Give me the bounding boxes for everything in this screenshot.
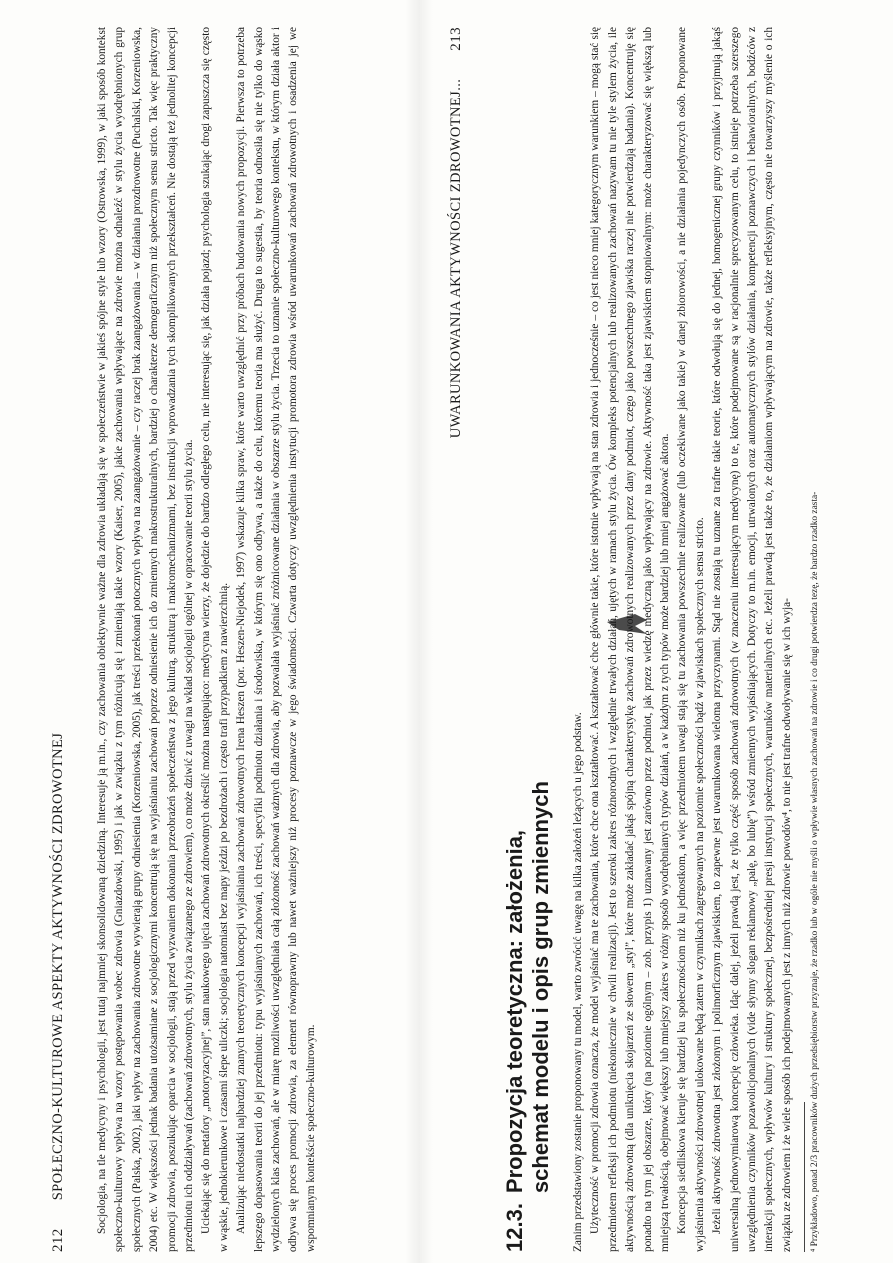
left-paragraph-1: Socjologia, na tle medycyny i psychologii, jest tutaj najmniej skonsolidowaną dziedziną. Interesuje ją m.in., czy zachowania obiektywnie ważne dla zdrowia układają się w społeczeństwie w jakieś spójne style lub wzory (Ostrowska, 1999), w jaki sposób kontekst społeczno-kulturowy wpływa na wzory postępowania wobec zdrowia (Gniazdowski, 1995) i jak w związku z tym różnicują się i zmieniają takie wzory (Kaiser, 2005), jakie zachowania wpływające na zdrowie można odnaleźć w stylu życia wyodrębnionych grup społecznych (Palska, 2002), jaki wpływ na zachowania zdrowotne wywierają grupy odniesienia (Korzeniowska, 2005), jak treści przekonań potocznych wpływa na zaangażowanie – czy raczej brak zaangażowania – w działania prozdrowotne (Puchalski, Korzeniowska, 2004) etc. W większości jednak badania utożsamiane z socjologicznymi koncentrują się na wyjaśnianiu zachowań poprzez odniesienie ich do zmiennych makrostrukturalnych, bardziej o charakterze demograficznym niż społecznym sensu stricto. Tak więc praktyczny promocji zdrowia, poszukując oparcia w socjologii, stają przed wyzwaniem dokonania przeobrażeń społeczeństwa z jego kulturą, strukturą i makromechanizmami, bez instrukcji wprowadzania tych skomplikowanych przekształceń. Nie dostają też jednolitej koncepcji przedmiotu ich oddziaływań (zachowań zdrowotnych, stylu życia związanego ze zdrowiem), co może dziwić z uwagi na wkład socjologii ogólnej w opracowanie teorii stylu życia. — [96, 27, 196, 1252]
section-heading — [502, 27, 554, 1252]
left-paragraph-3: Analizując niedostatki najbardziej znanych teoretycznych koncepcji wyjaśniania zachowań zdrowotnych Irena Heszen (por. Heszen-Niejodek, 1997) wskazuje kilka spraw, które warto uwzględnić przy próbach budowania nowych propozycji. Pierwsza to potrzeba lepszego dopasowania teorii do jej przedmiotu: typu wyjaśnianych zachowań, ich treści, specyfiki podmiotu działania i środowiska, w którym się ono odbywa, a także do celu, któremu teoria ma służyć. Druga to sugestia, by teoria odnosiła się nie tylko do wąsko wydzielonych klas zachowań, ale w miarę możliwości uwzględniała całą złożoność zachowań ważnych dla zdrowia, aby pozwalała wyjaśniać zróżnicowane działania w obszarze stylu życia. Trzecia to uznanie społeczno-kulturowego kontekstu, w którym działa aktor i odbywa się proces promocji zdrowia, za element równoprawny lub nawet ważniejszy niż procesy poznawcze w jego świadomości. Czwarta dotyczy uwzględnienia instytucji promotora zdrowia wśród uwarunkowań zachowań zdrowotnych i osadzenia jej we wspomnianym kontekście społeczno-kulturowym. — [235, 27, 317, 1252]
right-paragraph-4: Jeżeli aktywność zdrowotna jest złożonym i polimorficznym zjawiskiem, to zapewne jest uwarunkowana wieloma przyczynami. Stąd nie zostają tu uznane za trafne takie teorie, które odwołują się do jednej, homogenicznej grupy czynników i przyjmują jakąś uniwersalną jednowymiarową koncepcję człowieka. Idąc dalej, jeżeli prawdą jest, że tylko część sposób zachowań zdrowotnych (w znaczeniu interesującym medycynę) to te, które podejmowane są w racjonalnie sprecyzowanym celu, to istnieje potrzeba szerszego uwzględnienia czynników pozawolicjonalnych (vide słynny slogan reklamowy „palę, bo lubię”) wśród zmiennych wyjaśniających. Dotyczy to m.in. emocji, utrwalonych oraz automatycznych stylów działania, kompetencji poznawczych i behawioralnych, bodźców z interakcji społecznych, wpływów kultury i struktury społecznej, bezpośredniej presji instytucji społecznych, warunków materialnych etc. Jeżeli prawdą jest także to, że działaniom wpływającym na zdrowie, także refleksyjnym, często nie towarzyszy myślenie o ich związku ze zdrowiem i że wiele sposób ich podejmowanych jest z innych niż zdrowie powodów⁴, to nie jest trafne odwoływanie się w ich wyja- — [711, 27, 793, 1252]
right-paragraph-2: Użyteczność w promocji zdrowia oznacza, że model wyjaśniać ma te zachowania, które chce ona kształtować. A kształtować chce głównie takie, które istotnie wpływają na stan zdrowia i jednocześnie – co jest nieco mniej kategorycznym warunkiem – mogą stać się przedmiotem refleksji ich podmiotu (niekoniecznie w chwili realizacji). Jest to szeroki zakres różnorodnych i względnie trwałych działań, ujętych w ramach stylu życia. Ów kompleks potencjalnych lub realizowanych zachowań nazywam tu nie tyle stylem życia, ile aktywnością zdrowotną (dla uniknięcia skojarzeń ze słowem „styl”, które może zakładać jakąś spójną charakterystykę zachowań zdrowotnych realizowanych przez dany podmiot, czego jako powszechnego zjawiska raczej nie potwierdzają badania). Koncentruję się ponadto na tym jej obszarze, który (na poziomie ogólnym – zob. przypis 1) uznawany jest zarówno przez podmiot, jak przez wiedzę medyczną jako wpływający na zdrowie. Aktywność taka jest zjawiskiem stopniowalnym: może charakteryzować się większą lub mniejszą trwałością, obejmować większy lub mniejszy zakres w różny sposób wyodrębnianych typów działań, a w każdym z tych typów może bardziej lub mniej angażować aktora. — [589, 27, 672, 1252]
left-running-head — [50, 27, 76, 1252]
right-paragraph-3: Koncepcja siedliskowa kieruje się bardziej ku społecznościom niż ku jednostkom, a więc przedmiotem uwagi stają się tu zachowania powszechnie realizowane (lub oczekiwane jako takie) w danej zbiorowości, a nie działania pojedynczych osób. Proponowane wyjaśnienia aktywności zdrowotnej ulokowane będą zatem w czynnikach zagregowanych na poziomie społeczności bądź w zjawiskach społecznych sensu stricto. — [676, 27, 706, 1252]
right-running-title: UWARUNKOWANIA AKTYWNOŚCI ZDROWOTNEJ... — [448, 78, 464, 439]
footnote-4: ⁴ Przykładowo, ponad 2/3 pracowników dużych przedsiębiorstw przyznaje, że rzadko lub w ogóle nie myśli o wpływie własnych zachowań na zdrowie i co drugi potwierdza tezę, że bardzo rzadko zasta- — [810, 491, 821, 1252]
right-page-number: 213 — [448, 27, 464, 51]
section-number: 12.3. — [502, 1203, 527, 1252]
left-page-number: 212 — [50, 1228, 66, 1252]
section-title-line-2: schemat modelu i opis grup zmiennych — [528, 781, 553, 1194]
right-body-column — [474, 27, 821, 1252]
right-page — [448, 27, 863, 1252]
right-paragraph-1: Zanim przedstawiony zostanie proponowany tu model, warto zwrócić uwagę na kilka założeń leżących u jego podstaw. — [572, 712, 584, 1252]
section-title-line-1: Propozycja teoretyczna: założenia, — [502, 829, 527, 1194]
left-paragraph-2: Uciekając się do metafory „motoryzacyjnej”, stan naukowego ujęcia zachowań zdrowotnych określić można następująco: medycyna wierzy, że dojedzie do bardzo odległego celu, nie interesując się, jak działa pojazd; psychologia szukając drogi zapuszcza się często w wąskie, jednokierunkowe i czasami ślepe uliczki; socjologia natomiast bez mapy jeździ po bezdrożach i często trafi przypadkiem z nawierzchnią. — [200, 27, 230, 1252]
right-running-head — [448, 27, 474, 1252]
left-running-title: SPOŁECZNO-KULTUROWE ASPEKTY AKTYWNOŚCI ZDROWOTNEJ — [50, 732, 66, 1201]
footnote-rule — [804, 1102, 805, 1252]
left-page — [50, 27, 435, 1252]
left-body-column — [76, 27, 320, 1252]
